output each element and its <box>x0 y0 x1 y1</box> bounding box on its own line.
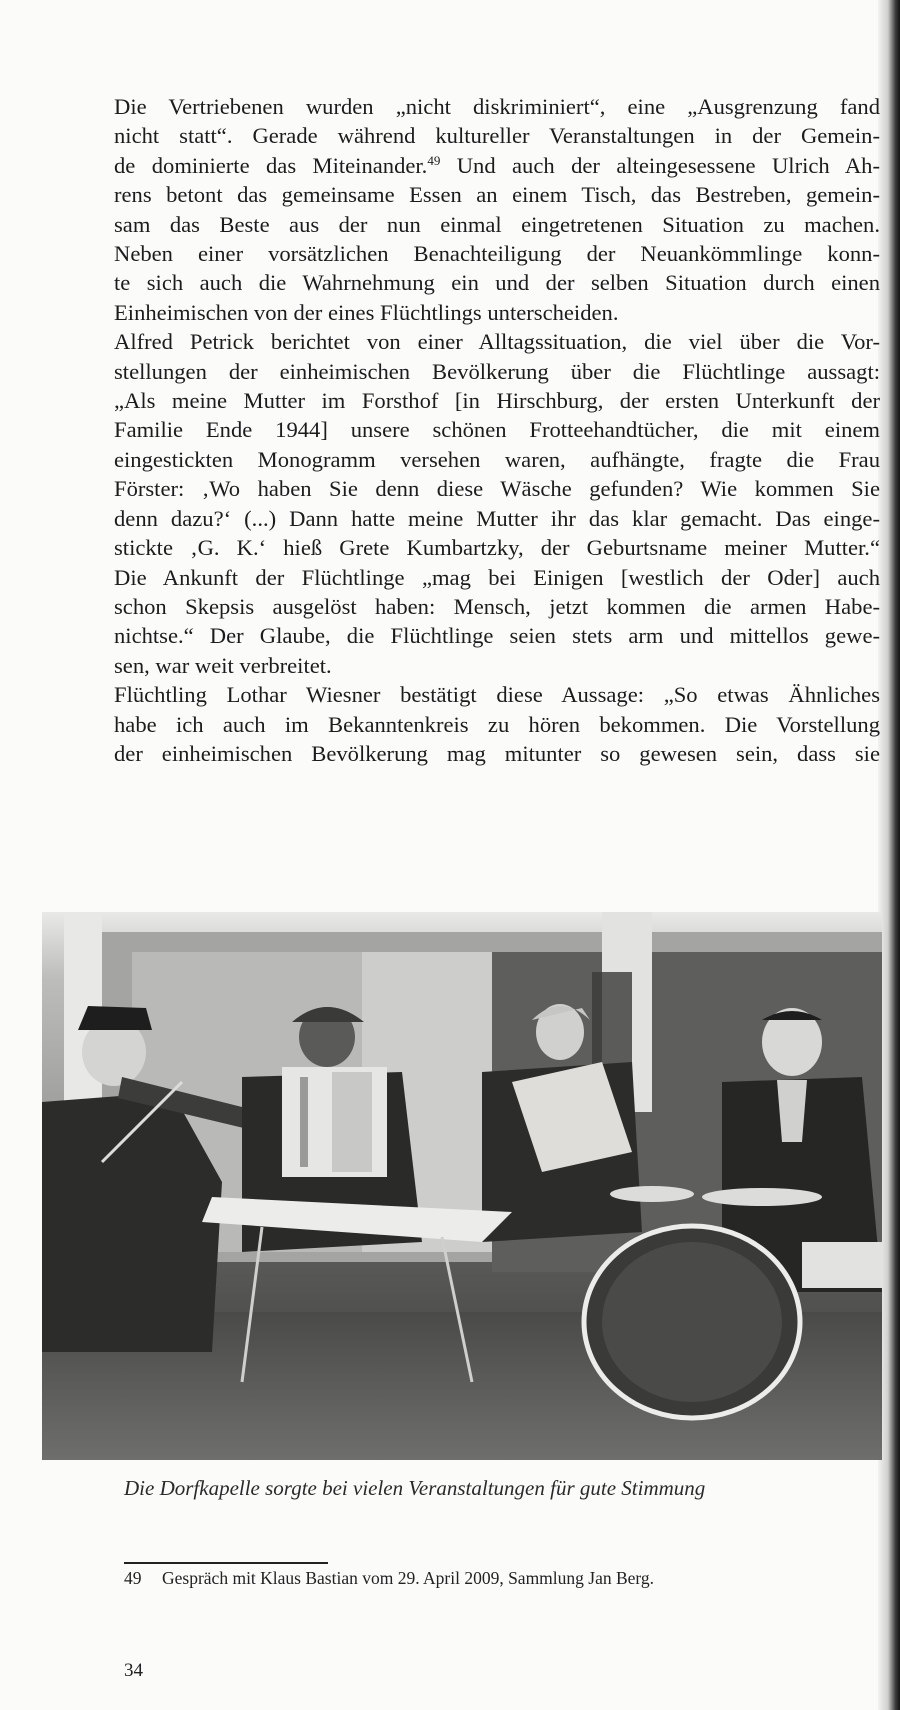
text-line: nichtse.“ Der Glaube, die Flüchtlinge seien stets arm und mittellos gewe- <box>114 623 880 649</box>
footnote-divider <box>124 1562 328 1564</box>
text-line: sen, war weit verbreitet. <box>114 652 332 678</box>
text-line: rens betont das gemeinsame Essen an einem Tisch, das Bestreben, gemein- <box>114 182 880 208</box>
text-line: „Als meine Mutter im Forsthof [in Hirschburg, der ersten Unterkunft der <box>114 388 880 414</box>
text-line: nicht statt“. Gerade während kultureller Veranstaltungen in der Gemein- <box>114 123 880 149</box>
text-line: Familie Ende 1944] unsere schönen Frotteehandtücher, die mit einem <box>114 417 880 443</box>
text-line-end: Und auch der alteingesessene Ulrich Ah- <box>440 152 880 178</box>
text-line: Die Vertriebenen wurden „nicht diskriminiert“, eine „Ausgrenzung fand <box>114 94 880 119</box>
footnote-text: Gespräch mit Klaus Bastian vom 29. April 2009, Sammlung Jan Berg. <box>162 1568 655 1588</box>
text-line: habe ich auch im Bekanntenkreis zu hören bekommen. Die Vorstellung <box>114 711 880 737</box>
band-photograph <box>42 912 882 1460</box>
text-line: der einheimischen Bevölkerung mag mitunter so gewesen sein, dass sie <box>114 740 880 766</box>
text-line: eingestickten Monogramm versehen waren, aufhängte, fragte die Frau <box>114 446 880 472</box>
text-line: Einheimischen von der eines Flüchtlings unterscheiden. <box>114 299 619 325</box>
text-line: denn dazu?‘ (...) Dann hatte meine Mutter ihr das klar gemacht. Das einge- <box>114 505 880 531</box>
photo-illustration <box>42 912 882 1460</box>
text-line <box>114 151 880 180</box>
page-number: 34 <box>124 1660 143 1681</box>
accordion-bellows <box>332 1072 372 1172</box>
text-line: stellungen der einheimischen Bevölkerung über die Flüchtlinge aussagt: <box>114 358 880 384</box>
cymbal <box>610 1186 694 1202</box>
body-text <box>114 92 880 768</box>
accordion-keys <box>300 1077 308 1167</box>
drummer-shirt <box>777 1080 807 1142</box>
bass-drum-head <box>602 1242 782 1402</box>
text-line: Alfred Petrick berichtet von einer Alltagssituation, die viel über die Vor- <box>114 329 880 355</box>
text-line: Neben einer vorsätzlichen Benachteiligung der Neuankömmlinge konn- <box>114 241 880 267</box>
text-line-start: de dominierte das Miteinander. <box>114 152 428 178</box>
text-line: schon Skepsis ausgelöst haben: Mensch, jetzt kommen die armen Habe- <box>114 593 880 619</box>
cymbal <box>702 1188 822 1206</box>
footnote-number: 49 <box>124 1568 142 1588</box>
footnote <box>124 1568 864 1589</box>
snare-drum <box>802 1242 882 1288</box>
text-line: Die Ankunft der Flüchtlinge „mag bei Einigen [westlich der Oder] auch <box>114 564 880 590</box>
text-line: Förster: ‚Wo haben Sie denn diese Wäsche gefunden? Wie kommen Sie <box>114 476 880 502</box>
text-line: te sich auch die Wahrnehmung ein und der selben Situation durch einen <box>114 270 880 296</box>
photo-caption: Die Dorfkapelle sorgte bei vielen Veranstaltungen für gute Stimmung <box>124 1476 706 1500</box>
text-line: sam das Beste aus der nun einmal eingetretenen Situation zu machen. <box>114 211 880 237</box>
text-line: Flüchtling Lothar Wiesner bestätigt diese Aussage: „So etwas Ähnliches <box>114 682 880 708</box>
text-line: stickte ‚G. K.‘ hieß Grete Kumbartzky, der Geburtsname meiner Mutter.“ <box>114 535 880 561</box>
violinist-cap <box>78 1006 152 1030</box>
footnote-reference[interactable]: 49 <box>427 152 441 168</box>
